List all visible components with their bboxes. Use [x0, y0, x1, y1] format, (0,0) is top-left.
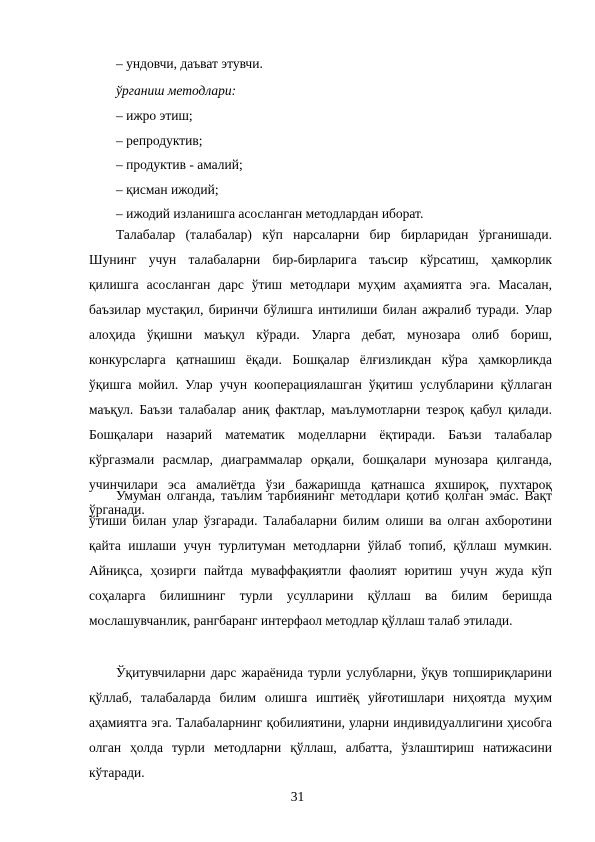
list-item-top: – ундовчи, даъват этувчи.: [116, 56, 263, 71]
list-item: – репродуктив;: [116, 133, 203, 148]
page-number: 31: [290, 789, 305, 804]
list-item: – ижодий изланишга асосланган методлардан иборат.: [116, 206, 424, 221]
list-item: – ижро этиш;: [116, 108, 193, 123]
paragraph-2: Умуман олганда, таълим тарбиянинг методлари қотиб қолган эмас. Вақт ўтиши билан улар ўзгаради. Талабаларни билим олиши ва олган ахборотини қайта ишлаши учун турлитуман методларни ўйлаб топиб, қўллаш мумкин. Айниқса, ҳозирги пайтда муваффақиятли фаолият юритиш учун жуда кўп соҳаларга билишнинг турли усулларини қўллаш ва билим беришда мослашувчанлик, рангбаранг интерфаол методлар қўллаш талаб этилади.: [89, 488, 552, 628]
list-item: – қисман ижодий;: [116, 182, 219, 197]
list-item: – продуктив - амалий;: [116, 157, 243, 172]
section-subheading: ўрганиш методлари:: [116, 83, 237, 98]
paragraph-1: Талабалар (талабалар) кўп нарсаларни бир бирларидан ўрганишади. Шунинг учун талабаларни бир-бирларига таъсир кўрсатиш, ҳамкорлик қилишга асосланган дарс ўтиш методлари муҳим аҳамиятга эга. Масалан, баъзилар мустақил, биринчи бўлишга интилиши билан ажралиб туради. Улар алоҳида ўқишни маъқул кўради. Уларга дебат, мунозара олиб бориш, конкурсларга қатнашиш ёқади. Бошқалар ёлғизликдан кўра ҳамкорликда ўқишга мойил. Улар учун кооперациялашган ўқитиш услубларини қўллаган маъқул. Баъзи талабалар аниқ фактлар, маълумотларни тезроқ қабул қилади. Бошқалари назарий математик моделларни ёқтиради. Баъзи талабалар кўргазмали расмлар, диаграммалар орқали, бошқалари мунозара қилганда, учинчилари эса амалиётда ўзи бажаришда қатнашса яхшироқ, пухтароқ ўрганади.: [89, 227, 552, 517]
paragraph-3: Ўқитувчиларни дарс жараёнида турли услубларни, ўқув топшириқларини қўллаб, талабаларда билим олишга иштиёқ уйғотишлари ниҳоятда муҳим аҳамиятга эга. Талабаларнинг қобилиятини, уларни индивидуаллигини ҳисобга олган ҳолда турли методларни қўллаш, албатта, ўзлаштириш натижасини кўтаради.: [89, 665, 552, 780]
